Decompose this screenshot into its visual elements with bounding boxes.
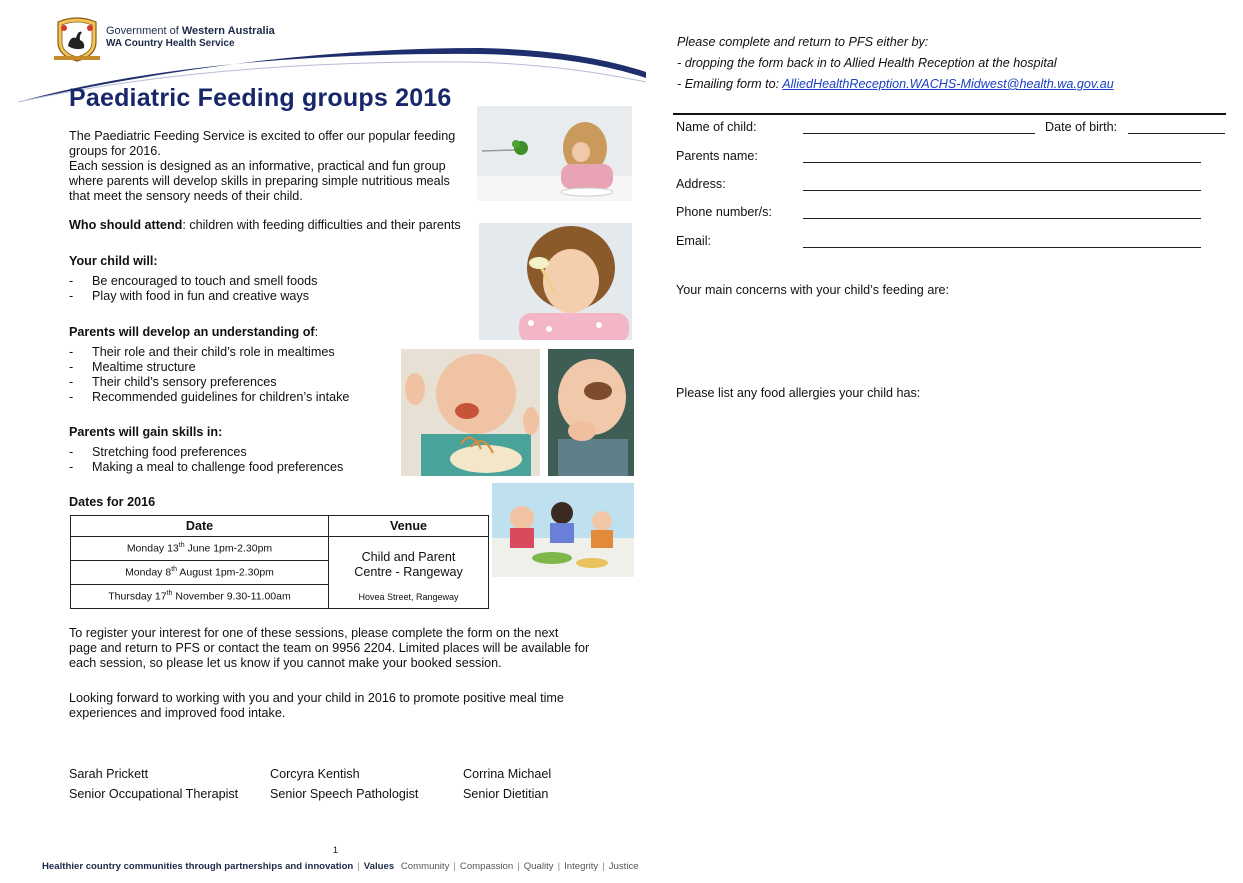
date-cell: Thursday 17th November 9.30-11.00am bbox=[71, 585, 329, 609]
address-field[interactable] bbox=[803, 190, 1201, 191]
email-link[interactable]: AlliedHealthReception.WACHS-Midwest@health.wa.gov.au bbox=[782, 77, 1114, 91]
understanding-heading: Parents will develop an understanding of: bbox=[69, 325, 319, 339]
photo-group-meal bbox=[492, 483, 634, 577]
list-item: - Be encouraged to touch and smell foods bbox=[69, 274, 409, 289]
name-of-child-label: Name of child: bbox=[676, 120, 757, 134]
signatory-role: Senior Speech Pathologist bbox=[270, 787, 419, 801]
dates-heading: Dates for 2016 bbox=[69, 495, 156, 509]
phone-field[interactable] bbox=[803, 218, 1201, 219]
skills-list bbox=[69, 445, 399, 475]
photo-child-refusing-broccoli bbox=[477, 106, 632, 201]
date-column-header: Date bbox=[71, 516, 329, 537]
photo-girl-eating-pasta bbox=[479, 223, 632, 340]
page-title: Paediatric Feeding groups 2016 bbox=[69, 84, 452, 112]
intro-line: groups for 2016. bbox=[69, 144, 161, 158]
venue-cell bbox=[329, 537, 489, 609]
return-instructions bbox=[677, 35, 1114, 92]
address-label: Address: bbox=[676, 177, 726, 191]
health-service-name: WA Country Health Service bbox=[106, 38, 235, 49]
name-of-child-field[interactable] bbox=[803, 133, 1035, 134]
form-divider bbox=[673, 113, 1226, 115]
list-item: - Making a meal to challenge food preferences bbox=[69, 460, 399, 475]
date-cell: Monday 13th June 1pm-2.30pm bbox=[71, 537, 329, 561]
page-number: 1 bbox=[333, 845, 339, 855]
signatory-name: Sarah Prickett bbox=[69, 767, 149, 781]
dates-table bbox=[70, 515, 489, 609]
email-label: Email: bbox=[676, 234, 711, 248]
concerns-prompt: Your main concerns with your child’s feeding are: bbox=[676, 283, 950, 297]
intro-line: that meet the sensory needs of their child. bbox=[69, 189, 303, 203]
photo-toddler-eating bbox=[548, 349, 634, 476]
signatory bbox=[69, 767, 238, 802]
signatory-name: Corcyra Kentish bbox=[270, 767, 360, 781]
skills-heading: Parents will gain skills in: bbox=[69, 425, 223, 439]
understanding-list bbox=[69, 345, 399, 405]
paragraph-line: each session, so please let us know if you cannot make your booked session. bbox=[69, 656, 502, 670]
parents-name-field[interactable] bbox=[803, 162, 1201, 163]
child-will-heading: Your child will: bbox=[69, 254, 158, 268]
paragraph-line: page and return to PFS or contact the team on 9956 2204. Limited places will be available for bbox=[69, 641, 590, 655]
table-row bbox=[71, 537, 489, 561]
signatory-name: Corrina Michael bbox=[463, 767, 552, 781]
instruction-line: - Emailing form to: AlliedHealthReception.WACHS-Midwest@health.wa.gov.au bbox=[677, 77, 1114, 91]
venue-column-header: Venue bbox=[329, 516, 489, 537]
instruction-line: - dropping the form back in to Allied Health Reception at the hospital bbox=[677, 56, 1057, 70]
date-of-birth-field[interactable] bbox=[1128, 133, 1225, 134]
phone-label: Phone number/s: bbox=[676, 205, 772, 219]
who-text: : children with feeding difficulties and their parents bbox=[182, 218, 461, 232]
list-item: - Stretching food preferences bbox=[69, 445, 399, 460]
intro-line: Each session is designed as an informative, practical and fun group bbox=[69, 159, 446, 173]
date-cell: Monday 8th August 1pm-2.30pm bbox=[71, 561, 329, 585]
list-item: - Play with food in fun and creative ways bbox=[69, 289, 409, 304]
instruction-line: Please complete and return to PFS either by: bbox=[677, 35, 929, 49]
list-item: - Their role and their child’s role in mealtimes bbox=[69, 345, 399, 360]
paragraph-line: experiences and improved food intake. bbox=[69, 706, 286, 720]
date-of-birth-label: Date of birth: bbox=[1045, 120, 1118, 134]
email-field[interactable] bbox=[803, 247, 1201, 248]
register-paragraph bbox=[69, 626, 629, 671]
paragraph-line: To register your interest for one of these sessions, please complete the form on the next bbox=[69, 626, 559, 640]
government-name: Government of Western Australia bbox=[106, 25, 275, 37]
parents-name-label: Parents name: bbox=[676, 149, 758, 163]
signatory bbox=[463, 767, 551, 802]
list-item: - Their child’s sensory preferences bbox=[69, 375, 399, 390]
venue-name: Child and Parent Centre - Rangeway bbox=[354, 549, 463, 579]
intro-line: where parents will develop skills in preparing simple nutritious meals bbox=[69, 174, 450, 188]
table-header-row bbox=[71, 516, 489, 537]
closing-paragraph bbox=[69, 691, 629, 721]
signatory-role: Senior Occupational Therapist bbox=[69, 787, 239, 801]
who-should-attend bbox=[69, 218, 461, 233]
signatory bbox=[270, 767, 418, 802]
child-will-list bbox=[69, 274, 409, 304]
signatory-role: Senior Dietitian bbox=[463, 787, 549, 801]
paragraph-line: Looking forward to working with you and your child in 2016 to promote positive meal time bbox=[69, 691, 564, 705]
allergies-prompt: Please list any food allergies your child has: bbox=[676, 386, 921, 400]
intro-paragraph bbox=[69, 129, 479, 204]
who-label: Who should attend bbox=[69, 218, 183, 232]
list-item: - Mealtime structure bbox=[69, 360, 399, 375]
footer-tagline: Healthier country communities through partnerships and innovation | Values Community | Compassion | Quality | Integrity | Justice bbox=[42, 861, 639, 872]
list-item: - Recommended guidelines for children’s intake bbox=[69, 390, 399, 405]
venue-address: Hovea Street, Rangeway bbox=[358, 591, 459, 602]
intro-line: The Paediatric Feeding Service is excited to offer our popular feeding bbox=[69, 129, 456, 143]
photo-child-with-spaghetti bbox=[401, 349, 540, 476]
